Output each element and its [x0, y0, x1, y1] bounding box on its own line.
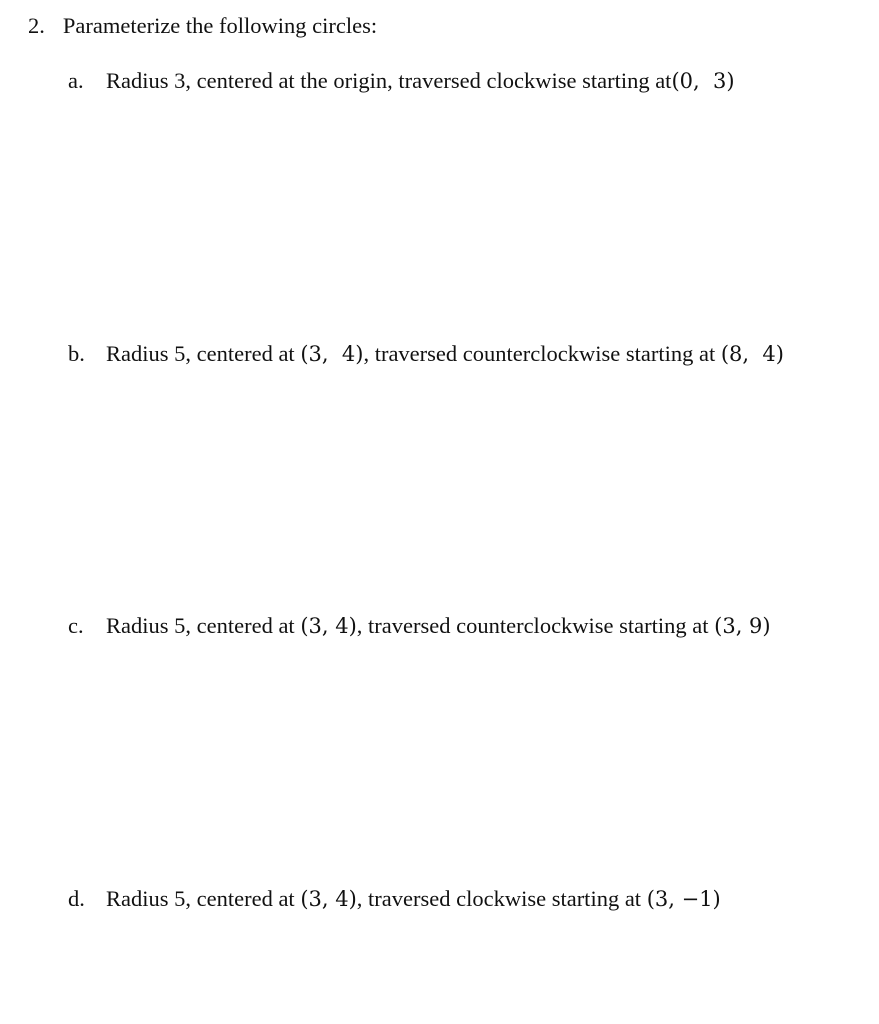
part-d-center: (3, 4) [300, 887, 357, 911]
question-header [28, 12, 377, 40]
part-c-text: Radius 5, centered at [106, 613, 301, 638]
part-b-label: b. [68, 341, 85, 366]
part-d [68, 885, 721, 913]
part-c [68, 612, 771, 640]
part-a-label: a. [68, 68, 84, 93]
part-b-center: (3, 4) [300, 342, 364, 366]
question-prompt: Parameterize the following circles: [62, 13, 378, 38]
part-a-text: Radius 3, centered at the origin, traversed clockwise starting at [106, 68, 672, 93]
part-a [68, 67, 735, 95]
part-b-start-point: (8, 4) [720, 342, 784, 366]
part-c-text2: , traversed counterclockwise starting at [356, 613, 715, 638]
part-b-text: Radius 5, centered at [106, 341, 301, 366]
part-b-text2: , traversed counterclockwise starting at [363, 341, 721, 366]
part-c-start-point: (3, 9) [714, 614, 771, 638]
part-b [68, 340, 784, 368]
part-c-center: (3, 4) [300, 614, 357, 638]
part-c-label: c. [68, 613, 84, 638]
part-d-text: Radius 5, centered at [106, 886, 301, 911]
question-number: 2. [28, 13, 45, 38]
part-a-start-point: (0, 3) [671, 69, 735, 93]
part-d-text2: , traversed clockwise starting at [356, 886, 647, 911]
part-d-start-point: (3, −1) [646, 887, 721, 911]
part-d-label: d. [68, 886, 85, 911]
